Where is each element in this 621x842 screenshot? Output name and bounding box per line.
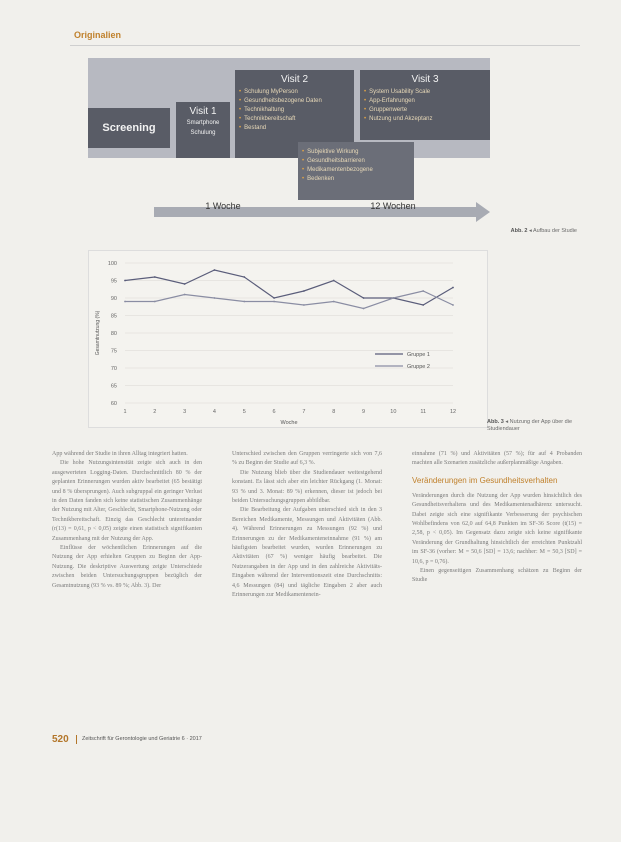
visit2-item: • Technikhaltung — [247, 106, 354, 115]
page-footer — [52, 734, 292, 746]
visit3-title: Visit 3 — [411, 74, 439, 85]
visit-mid-box — [298, 142, 414, 200]
x-axis-label: Woche — [280, 420, 298, 426]
figure2-caption-text: ◂ Aufbau der Studie — [528, 228, 577, 234]
paragraph: einnahme (71 %) und Aktivitäten (57 %); für auf 4 Probanden machten alle Szenarien zusätzliche außerplanmäßige Angaben. — [412, 451, 582, 467]
x-tick-label: 5 — [242, 409, 246, 415]
y-axis-label: Gesamtnutzung (%) — [95, 310, 101, 356]
y-tick-label: 65 — [110, 383, 117, 390]
footer-divider — [76, 735, 77, 744]
visit1-sub-1: Smartphone — [186, 120, 220, 126]
paragraph: App während der Studie in ihren Alltag integriert hatten. — [52, 451, 188, 457]
x-tick-label: 3 — [183, 409, 187, 415]
visit3-box — [360, 70, 490, 140]
figure2-caption-number: Abb. 2 — [510, 228, 528, 234]
data-point — [303, 290, 305, 292]
visit3-item: • System Usability Scale — [372, 88, 490, 97]
paragraph: Die hohe Nutzungsintensität zeigte sich auch in den ausgewerteten Logging-Daten. Durchschnittlich 80 % der geplanten Erinnerungen wurden aktiv bearbeitet (65 bestätigt und 8 % übersprungen). Auch subgruppal ein geringer Verlust in den Daten fanden sich keine statistischen Zusammenhänge der Nutzung mit Alter, Geschlecht, Smartphone-Nutzung oder Technikbereitschaft. Einzig das Geschlecht untereinander (r(13) = 0,61, p < 0,05) zeigte einen statistisch signifikanten Zusammenhang mit der Nutzung der App. — [52, 460, 202, 542]
data-point — [422, 290, 424, 292]
paragraph: Die Bearbeitung der Aufgaben unterschied sich in den 3 Bereichen Medikamente, Messungen und Aktivitäten (Abb. 4). Während Erinnerungen zu Messungen (92 %) und Erinnerungen zu der Medikamenteneinnahme (91 %) am häufigsten bearbeitet wurden, wurden Erinnerungen zu Aktivitäten (67 %) weniger häufig bearbeitet. Die Nutzerangaben in der App und in den zahlreiche Aktivitäts-Eingaben während der Interventionszeit eine Durchschnitts: 4,6 Messungen (84) und tägliche Eingaben 2 aber auch Erinnerungen zur Medikamentenein- — [232, 507, 382, 599]
x-tick-label: 6 — [272, 409, 276, 415]
timeline-arrow — [154, 201, 490, 220]
screening-label: Screening — [102, 122, 156, 134]
paragraph: Die Nutzung blieb über die Studiendauer weitestgehend konstant. Es lässt sich aber ein leichter Rückgang (1. Monat: 93 % und 3. Monat: 89 %) erkennen, dieser ist jedoch bei beiden Untersuchungsgruppen abbildbar. — [232, 469, 382, 505]
data-point — [363, 308, 365, 310]
data-point — [273, 301, 275, 303]
visit-mid-item: • Gesundheitsbarrieren — [310, 157, 414, 166]
paragraph: Einen gegenseitigen Zusammenhang schätzen zu Beginn der Studie — [412, 568, 582, 584]
x-tick-label: 10 — [390, 409, 397, 415]
x-tick-label: 7 — [302, 409, 306, 415]
y-tick-label: 85 — [110, 313, 117, 320]
text-column-2 — [232, 450, 382, 601]
y-tick-label: 60 — [110, 401, 117, 407]
data-point — [184, 283, 186, 285]
section-heading: Veränderungen im Gesundheitsverhalten — [412, 475, 558, 485]
visit3-item: • Nutzung und Akzeptanz — [372, 115, 490, 124]
paragraph: Unterschied zwischen den Gruppen verringerte sich von 7,6 % zu Beginn der Studie auf 6,3 %. — [232, 451, 382, 467]
visit2-title: Visit 2 — [280, 74, 309, 85]
visit1-box — [176, 102, 230, 158]
paragraph: Veränderungen durch die Nutzung der App wurden hinsichtlich des Gesundheitsverhaltens und des Medikamentenadhärenz untersucht. Dabei zeigte sich eine signifikante Verbesserung der psychischen Wohlbefindens von 62,0 auf 64,8 Punkten im SF-36 Score (t(15) = 2,58, p < 0,05). Im Gegensatz dazu zeigte sich keine signifikante Veränderung der Grundhaltung hinsichtlich der erreichten Punktzahl im SF-36 (vorher: M = 50,6 [SD] = 13,6; nachher: M = 50,3 [SD] = 10,6, p = 0,76). — [412, 492, 582, 565]
visit1-sub-2: Schulung — [190, 130, 216, 136]
data-point — [452, 304, 454, 306]
data-point — [363, 297, 365, 299]
screening-box — [88, 108, 170, 148]
y-tick-label: 70 — [110, 366, 117, 372]
data-point — [243, 301, 245, 303]
week1-label: 1 Woche — [205, 201, 241, 211]
y-tick-label: 100 — [107, 261, 117, 267]
data-point — [124, 280, 126, 282]
text-column-1 — [52, 450, 202, 591]
visit2-item: • Schulung MyPerson — [247, 88, 354, 97]
visit2-item: • Bestand — [247, 124, 354, 133]
x-tick-label: 9 — [362, 409, 366, 415]
visit-mid-item: • Subjektive Wirkung — [310, 148, 414, 157]
visit3-item: • App-Erfahrungen — [372, 97, 490, 106]
data-point — [214, 297, 216, 299]
data-point — [154, 276, 156, 278]
data-point — [154, 301, 156, 303]
data-point — [303, 304, 305, 306]
usage-chart — [88, 250, 488, 428]
visit2-item: • Technikbereitschaft — [247, 115, 354, 124]
legend-label: Gruppe 1 — [407, 352, 430, 358]
series-line-1 — [125, 270, 453, 305]
x-tick-label: 4 — [212, 409, 216, 415]
x-tick-label: 11 — [420, 409, 427, 415]
x-tick-label: 12 — [449, 409, 457, 415]
figure3-caption-number: Abb. 3 — [487, 419, 504, 425]
data-point — [184, 294, 186, 296]
data-point — [273, 297, 275, 299]
x-tick-label: 8 — [332, 409, 336, 415]
x-tick-label: 2 — [153, 409, 157, 415]
y-tick-label: 95 — [110, 278, 117, 285]
study-design-figure — [88, 58, 490, 228]
usage-chart-svg — [89, 251, 487, 427]
figure3-caption-text: ◂ Nutzung der App über die Studiendauer — [487, 419, 573, 432]
x-tick-label: 1 — [123, 409, 127, 415]
arrow-head — [476, 202, 490, 222]
data-point — [333, 280, 335, 282]
top-rule — [70, 45, 580, 46]
journal-title: Zeitschrift für Gerontologie und Geriatrie 6 · 2017 — [82, 736, 202, 742]
data-point — [124, 301, 126, 303]
data-point — [243, 276, 245, 278]
y-tick-label: 75 — [110, 348, 117, 355]
visit1-title: Visit 1 — [189, 106, 217, 117]
data-point — [452, 287, 454, 289]
text-column-3 — [412, 450, 582, 586]
section-label: Originalien — [74, 30, 122, 40]
data-point — [214, 269, 216, 271]
visit3-item: • Gruppenwerte — [372, 106, 490, 115]
y-tick-label: 90 — [110, 296, 117, 302]
week12-label: 12 Wochen — [370, 201, 416, 211]
visit2-item: • Gesundheitsbezogene Daten — [247, 97, 354, 106]
series-line-2 — [125, 291, 453, 309]
visit-mid-item: • Bedenken — [310, 175, 414, 184]
data-point — [333, 301, 335, 303]
data-point — [392, 297, 394, 299]
paragraph: Einflüsse der wöchentlichen Erinnerungen auf die Nutzung der App erhielten Gruppen zu Beginn der App-Nutzung. Die deskriptive Auswertung zeigte Unterschiede zwischen beiden Untersuchungsgruppen bezüglich der Gesamtnutzung (93 % vs. 89 %; Abb. 3). Der — [52, 545, 202, 589]
figure2-caption — [487, 228, 577, 234]
page-number: 520 — [52, 734, 69, 745]
data-point — [422, 304, 424, 306]
y-tick-label: 80 — [110, 331, 117, 337]
figure3-caption — [487, 419, 577, 433]
visit-mid-item: • Medikamentenbezogene — [310, 166, 414, 175]
legend-label: Gruppe 2 — [407, 364, 430, 370]
